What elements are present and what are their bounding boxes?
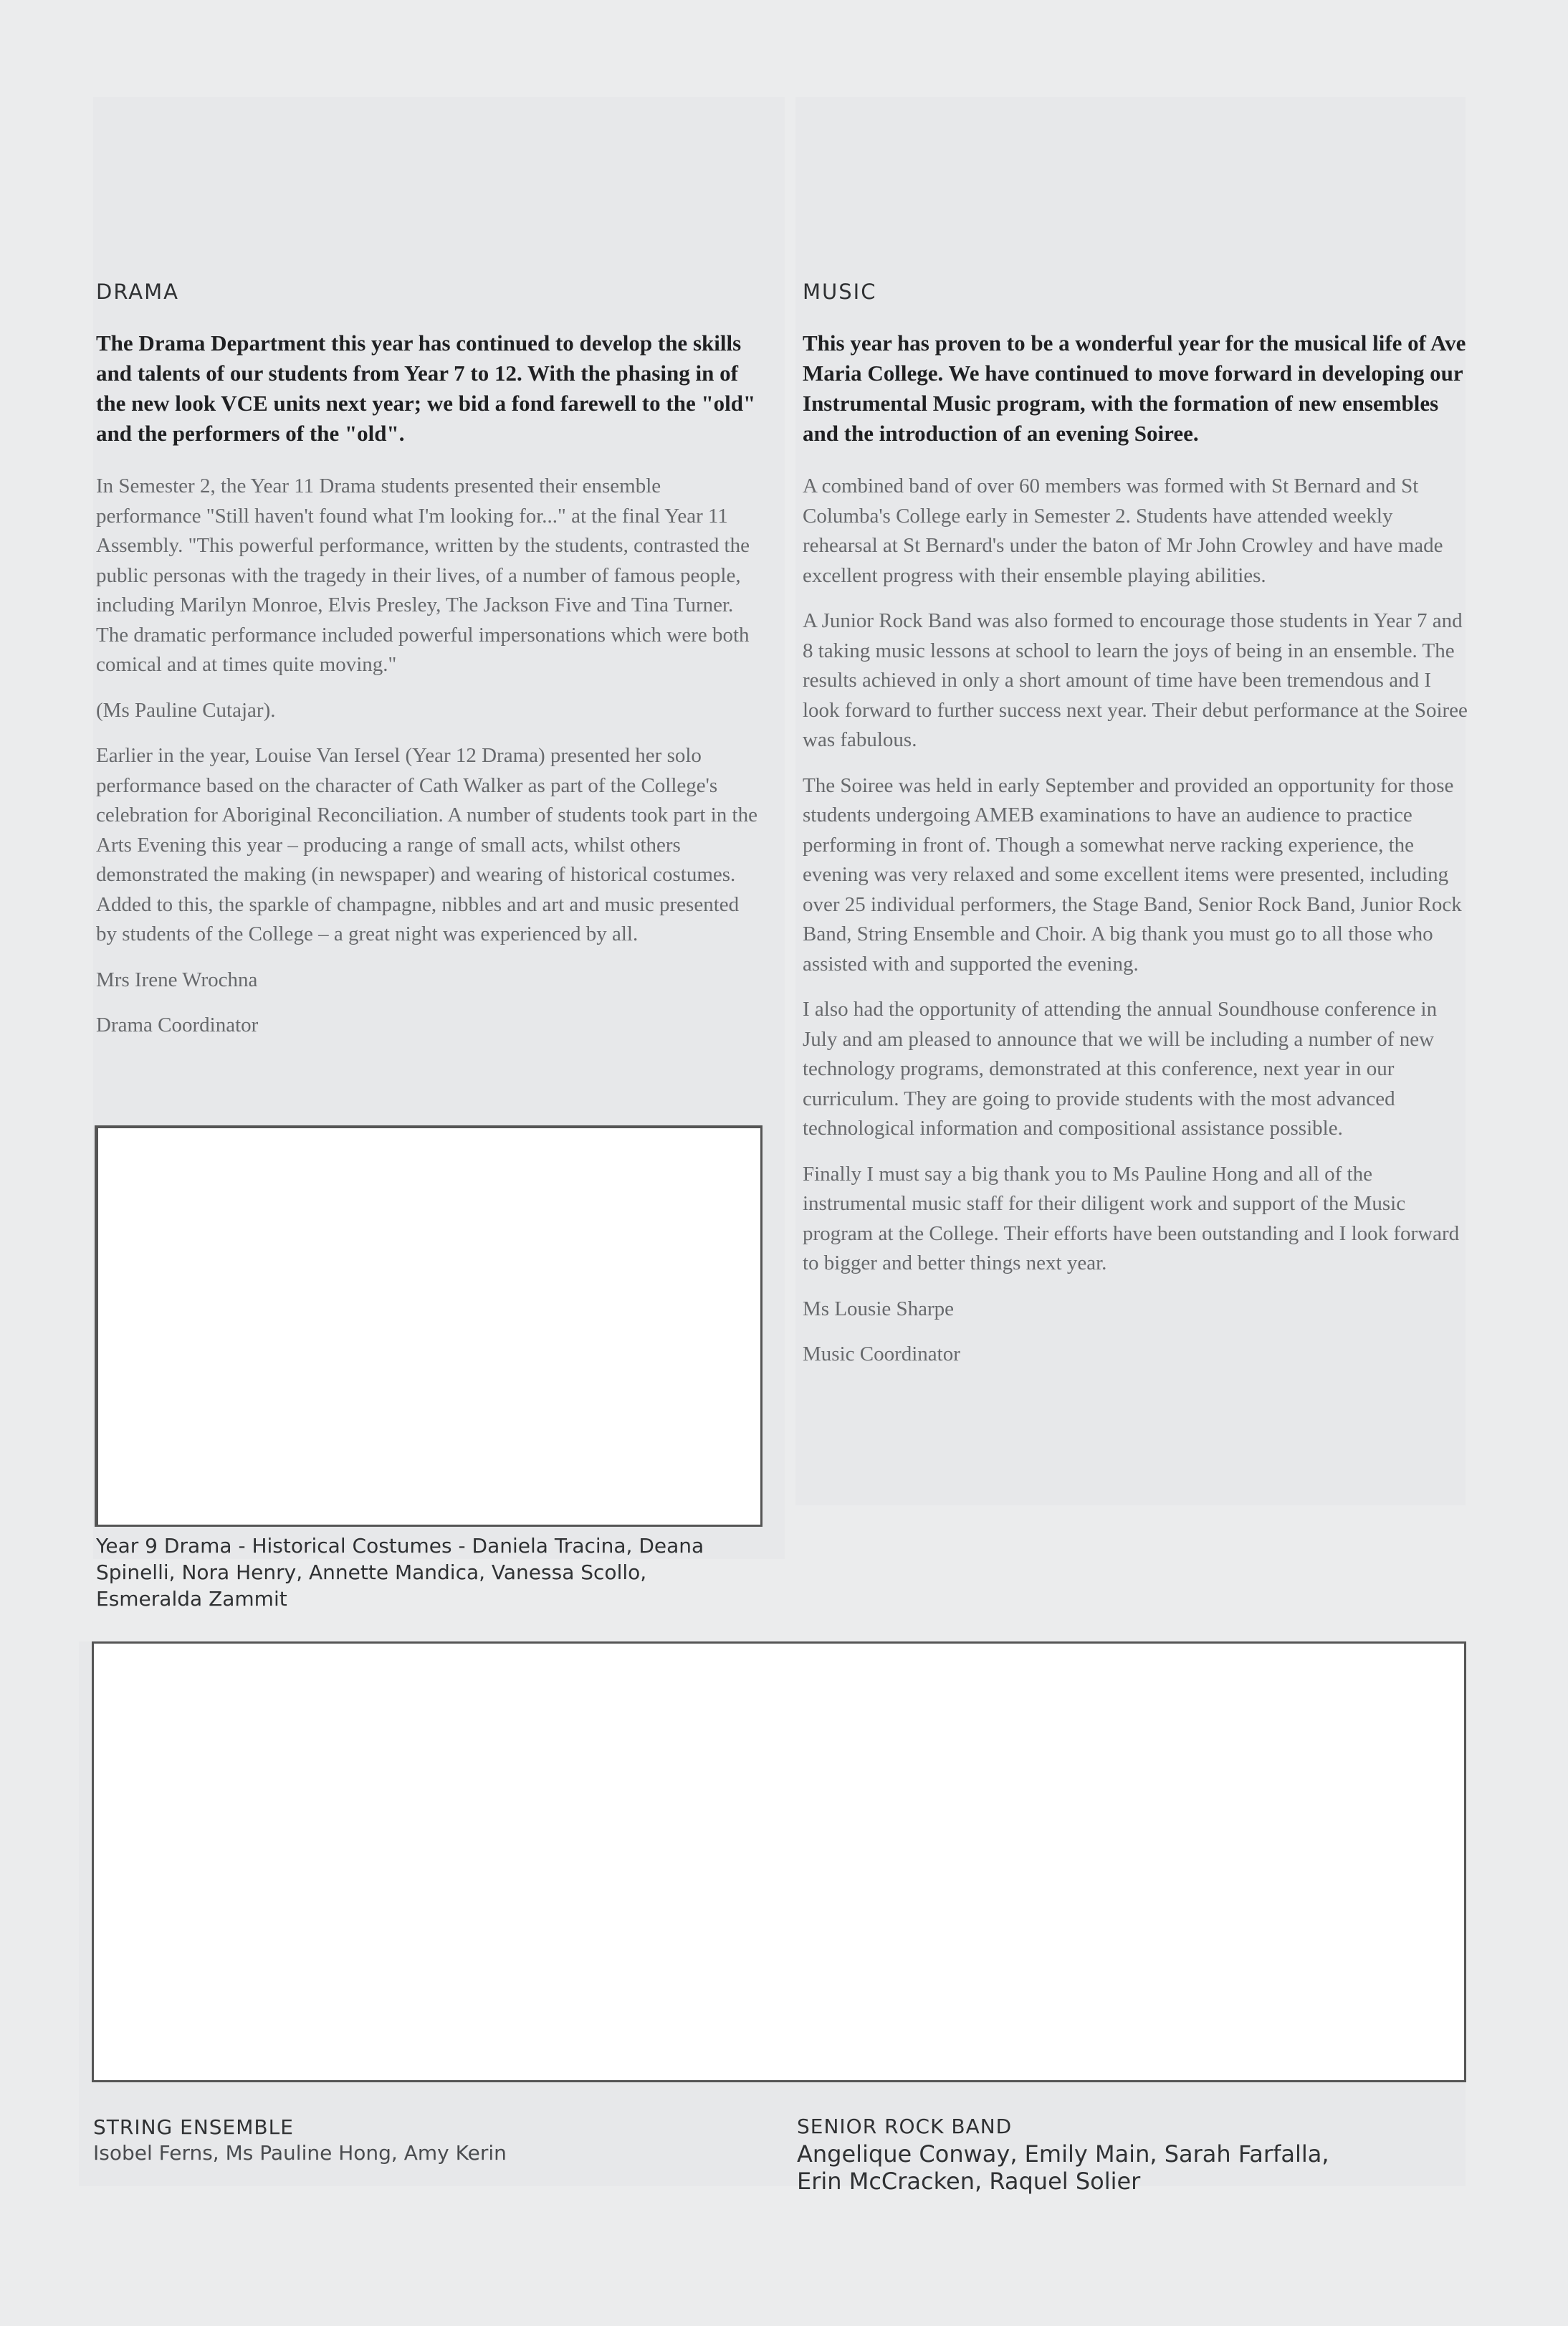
string-ensemble-caption <box>93 2115 507 2166</box>
music-paragraph-2: A Junior Rock Band was also formed to encourage those students in Year 7 and 8 taking music lessons at school to learn the joys of being in an ensemble. The results achieved in only a short amount of time have been tremendous and I look forward to further success next year. Their debut performance at the Soiree was fabulous. <box>803 609 1468 751</box>
senior-rock-band-names-line-1: Angelique Conway, Emily Main, Sarah Farfalla, <box>797 2140 1329 2168</box>
senior-rock-band-caption <box>797 2113 1329 2195</box>
music-paragraph-5: Finally I must say a big thank you to Ms Pauline Hong and all of the instrumental music staff for their diligent work and support of the Music program at the College. Their efforts have been outstanding and I look forward to bigger and better things next year. <box>803 1162 1460 1274</box>
music-signature-title: Music Coordinator <box>803 1343 960 1365</box>
string-ensemble-names: Isobel Ferns, Ms Pauline Hong, Amy Kerin <box>93 2141 507 2165</box>
drama-signature-title: Drama Coordinator <box>96 1014 259 1036</box>
drama-paragraph-3: Earlier in the year, Louise Van Iersel (Year 12 Drama) presented her solo performance based on the character of Cath Walker as part of the College's celebration for Aboriginal Reconciliation. A number of students took part in the Arts Evening this year – producing a range of small acts, whilst others demonstrated the making (in newspaper) and wearing of historical costumes. Added to this, the sparkle of champagne, nibbles and art and music presented by students of the College – a great night was experienced by all. <box>96 744 757 945</box>
drama-heading: DRAMA <box>96 280 180 304</box>
drama-costumes-photo <box>95 1125 763 1527</box>
drama-column <box>96 280 763 1057</box>
music-paragraph-1: A combined band of over 60 members was formed with St Bernard and St Columba's College early in Semester 2. Students have attended weekly rehearsal at St Bernard's under the baton of Mr John Crowley and have made excellent progress with their ensemble playing abilities. <box>803 475 1443 587</box>
music-paragraph-3: The Soiree was held in early September and provided an opportunity for those students undergoing AMEB examinations to have an audience to practice performing in front of. Though a somewhat nerve racking experience, the evening was very relaxed and some excellent items were presented, including over 25 individual performers, the Stage Band, Senior Rock Band, Junior Rock Band, String Ensemble and Choir. A big thank you must go to all those who assisted with and supported the evening. <box>803 773 1462 976</box>
music-column <box>803 280 1469 1386</box>
drama-paragraph-2: (Ms Pauline Cutajar). <box>96 698 276 722</box>
drama-photo-caption: Year 9 Drama - Historical Costumes - Daniela Tracina, Deana Spinelli, Nora Henry, Annette Mandica, Vanessa Scollo, Esmeralda Zammit <box>96 1534 704 1611</box>
drama-signature-name: Mrs Irene Wrochna <box>96 968 258 991</box>
drama-lead: The Drama Department this year has continued to develop the skills and talents of our students from Year 7 to 12. With the phasing in of the new look VCE units next year; we bid a fond farewell to the "old" and the performers of the "old". <box>96 330 756 446</box>
music-lead: This year has proven to be a wonderful year for the musical life of Ave Maria College. We have continued to move forward in developing our Instrumental Music program, with the formation of new ensembles and the introduction of an evening Soiree. <box>803 330 1466 446</box>
music-signature-name: Ms Lousie Sharpe <box>803 1297 955 1320</box>
string-ensemble-title: STRING ENSEMBLE <box>93 2115 294 2139</box>
senior-rock-band-title: SENIOR ROCK BAND <box>797 2115 1013 2138</box>
drama-paragraph-1: In Semester 2, the Year 11 Drama students presented their ensemble performance "Still haven't found what I'm looking for..." at the final Year 11 Assembly. "This powerful performance, written by the students, contrasted the public personas with the tragedy in their lives, of a number of famous people, including Marilyn Monroe, Elvis Presley, The Jackson Five and Tina Turner. The dramatic performance included powerful impersonations which were both comical and at times quite moving." <box>96 475 750 676</box>
music-heading: MUSIC <box>803 280 877 304</box>
ensembles-photo <box>92 1641 1466 2082</box>
music-paragraph-4: I also had the opportunity of attending the annual Soundhouse conference in July and am pleased to announce that we will be including a number of new technology programs, demonstrated at this conference, next year in our curriculum. They are going to provide students with the most advanced technological information and compositional assistance possible. <box>803 998 1438 1140</box>
senior-rock-band-names-line-2: Erin McCracken, Raquel Solier <box>797 2168 1141 2195</box>
